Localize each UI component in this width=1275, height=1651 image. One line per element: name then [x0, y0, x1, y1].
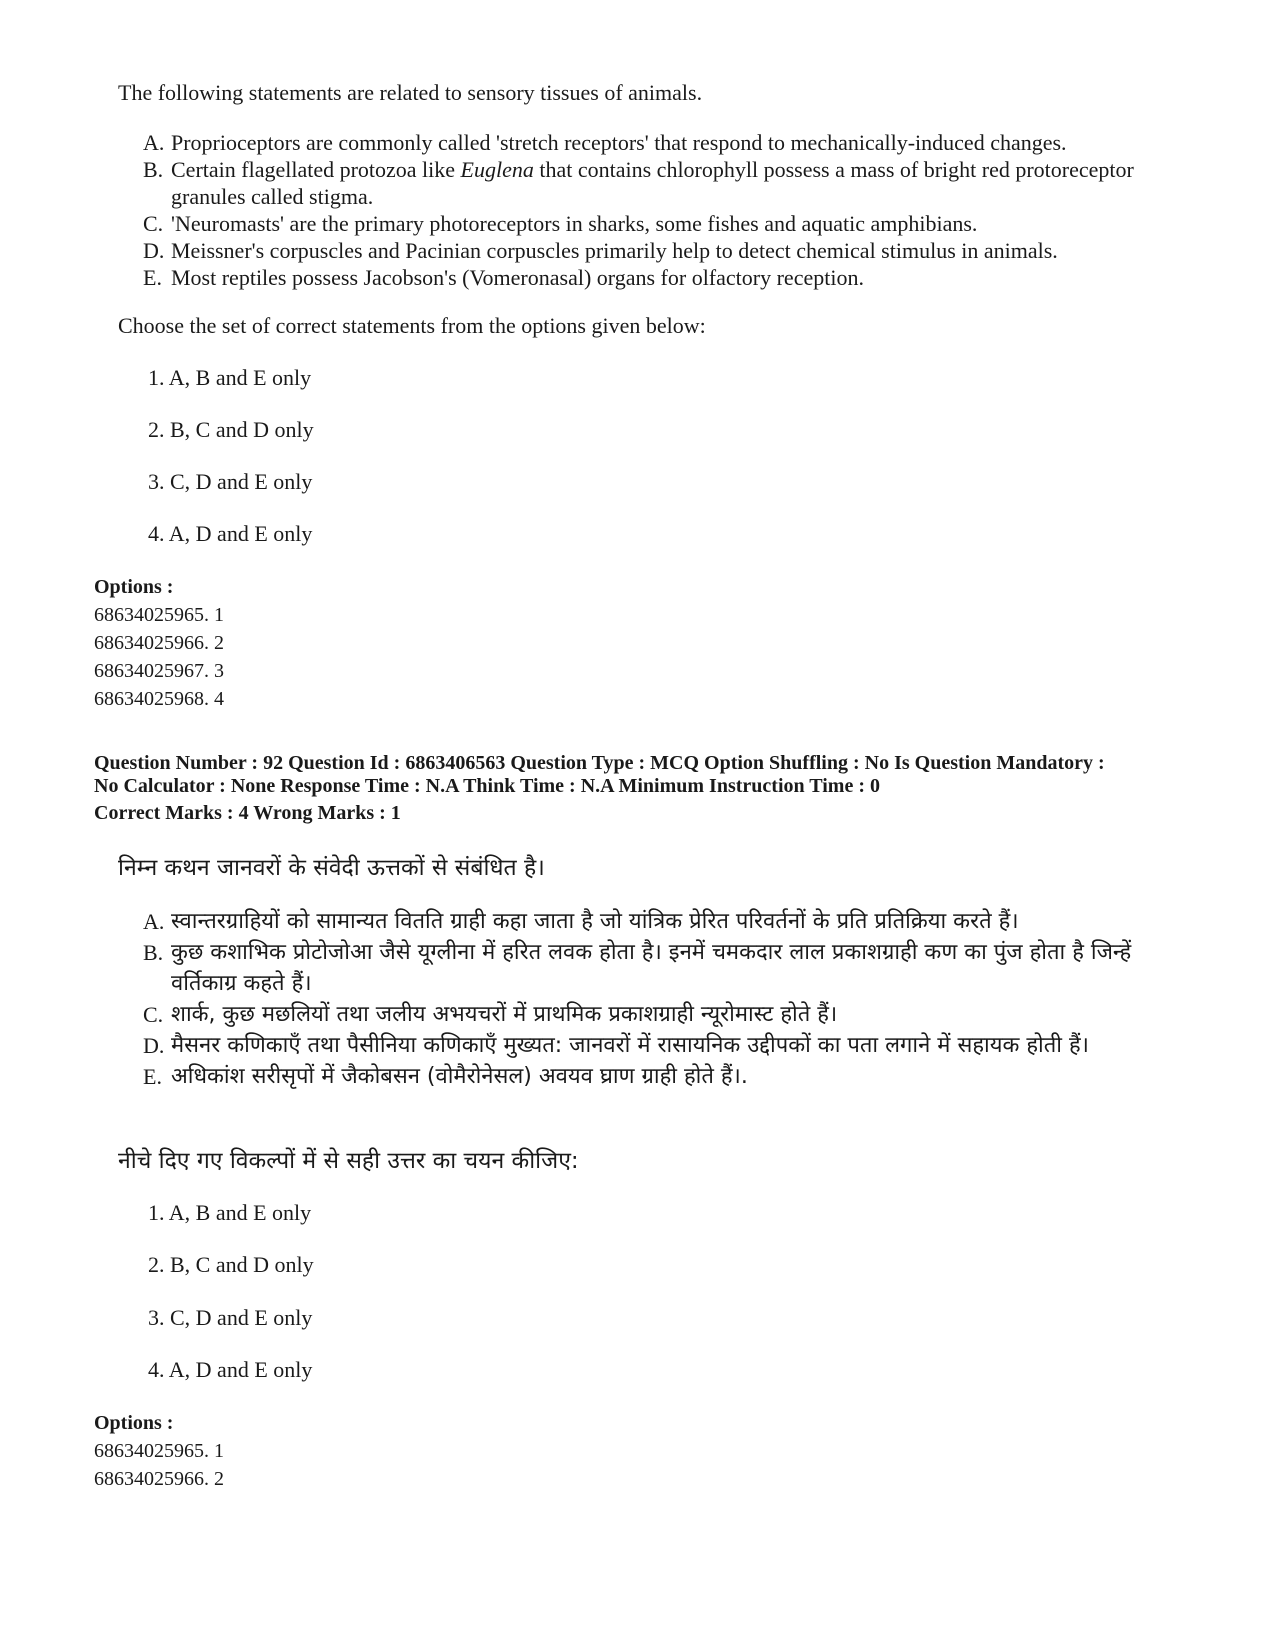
- choice-item: 2. B, C and D only: [148, 417, 314, 442]
- option-line: 68634025966. 2: [94, 632, 224, 654]
- choice-item: 2. B, C and D only: [148, 1252, 314, 1277]
- statement-text: Proprioceptors are commonly called 'stretch receptors' that respond to mechanically-induced changes.: [171, 130, 1067, 155]
- choice-item: 4. A, D and E only: [148, 521, 313, 546]
- options-heading: Options :: [94, 576, 174, 598]
- statement-letter: A.: [143, 909, 165, 934]
- statement-a: [143, 906, 1173, 937]
- question-meta-line: Question Number : 92 Question Id : 6863406563 Question Type : MCQ Option Shuffling : No Is Question Mandatory :: [94, 752, 1105, 774]
- choice-item: 4. A, D and E only: [148, 1357, 313, 1382]
- statement-letter: A.: [143, 130, 165, 155]
- statement-d: [143, 237, 1173, 264]
- statement-d: [143, 1030, 1173, 1061]
- choice-item: 3. C, D and E only: [148, 469, 313, 494]
- statement-letter: D.: [143, 1033, 165, 1058]
- choice-item: 1. A, B and E only: [148, 1200, 312, 1225]
- statement-text: स्वान्तरग्राहियों को सामान्यत वितति ग्राही कहा जाता है जो यांत्रिक प्रेरित परिवर्तनों के प्रति प्रतिक्रिया करते हैं।: [171, 909, 1019, 934]
- statement-letter: D.: [143, 238, 165, 263]
- option-line: 68634025967. 3: [94, 660, 224, 682]
- species-name: Euglena: [460, 157, 534, 182]
- choice-prompt: Choose the set of correct statements from the options given below:: [118, 313, 706, 338]
- statement-text: अधिकांश सरीसृपों में जैकोबसन (वोमैरोनेसल) अवयव घ्राण ग्राही होते हैं।.: [171, 1064, 748, 1089]
- choice-item: 1. A, B and E only: [148, 365, 312, 390]
- statement-letter: B.: [143, 940, 164, 965]
- option-line: 68634025965. 1: [94, 1440, 224, 1462]
- statement-letter: C.: [143, 211, 164, 236]
- statement-text: Meissner's corpuscles and Pacinian corpuscles primarily help to detect chemical stimulus in animals.: [171, 238, 1058, 263]
- statement-letter: C.: [143, 1002, 164, 1027]
- choice-prompt-hindi: नीचे दिए गए विकल्पों में से सही उत्तर का चयन कीजिए:: [118, 1148, 579, 1174]
- statement-text: [171, 156, 1173, 210]
- statement-text: कुछ कशाभिक प्रोटोजोआ जैसे यूग्लीना में हरित लवक होता है। इनमें चमकदार लाल प्रकाशग्राही कण का पुंज होता है जिन्हें वर्तिकाग्र कहते हैं।: [171, 940, 1132, 996]
- statement-text-part: Certain flagellated protozoa like: [171, 157, 461, 182]
- option-line: 68634025966. 2: [94, 1468, 224, 1490]
- option-line: 68634025965. 1: [94, 604, 224, 626]
- statement-text: Most reptiles possess Jacobson's (Vomeronasal) organs for olfactory reception.: [171, 265, 864, 290]
- statement-e: [143, 264, 1173, 291]
- question-marks: Correct Marks : 4 Wrong Marks : 1: [94, 802, 401, 824]
- statement-text: शार्क, कुछ मछलियों तथा जलीय अभयचरों में प्राथमिक प्रकाशग्राही न्यूरोमास्ट होते हैं।: [171, 1002, 838, 1027]
- statement-e: [143, 1061, 1173, 1092]
- statement-text: 'Neuromasts' are the primary photoreceptors in sharks, some fishes and aquatic amphibians.: [171, 211, 978, 236]
- statement-letter: E.: [143, 265, 162, 290]
- statement-b: [143, 937, 1173, 999]
- statement-letter: B.: [143, 157, 164, 182]
- question-meta-line: No Calculator : None Response Time : N.A Think Time : N.A Minimum Instruction Time : 0: [94, 775, 880, 797]
- statement-text-part: that contains chlorophyll possess a mass of bright red protoreceptor granules called stigma.: [171, 157, 1134, 209]
- statement-text: मैसनर कणिकाएँ तथा पैसीनिया कणिकाएँ मुख्यत: जानवरों में रासायनिक उद्दीपकों का पता लगाने में सहायक होती हैं।: [171, 1033, 1089, 1058]
- statement-list: [143, 129, 1173, 291]
- option-line: 68634025968. 4: [94, 688, 224, 710]
- statement-b: [143, 156, 1173, 210]
- statement-list-hindi: [143, 906, 1173, 1092]
- statement-a: [143, 129, 1173, 156]
- statement-c: [143, 999, 1173, 1030]
- question-intro: The following statements are related to sensory tissues of animals.: [118, 80, 703, 105]
- options-heading: Options :: [94, 1412, 174, 1434]
- question-intro-hindi: निम्न कथन जानवरों के संवेदी ऊत्तकों से संबंधित है।: [118, 855, 545, 881]
- choice-item: 3. C, D and E only: [148, 1305, 313, 1330]
- statement-letter: E.: [143, 1064, 162, 1089]
- statement-c: [143, 210, 1173, 237]
